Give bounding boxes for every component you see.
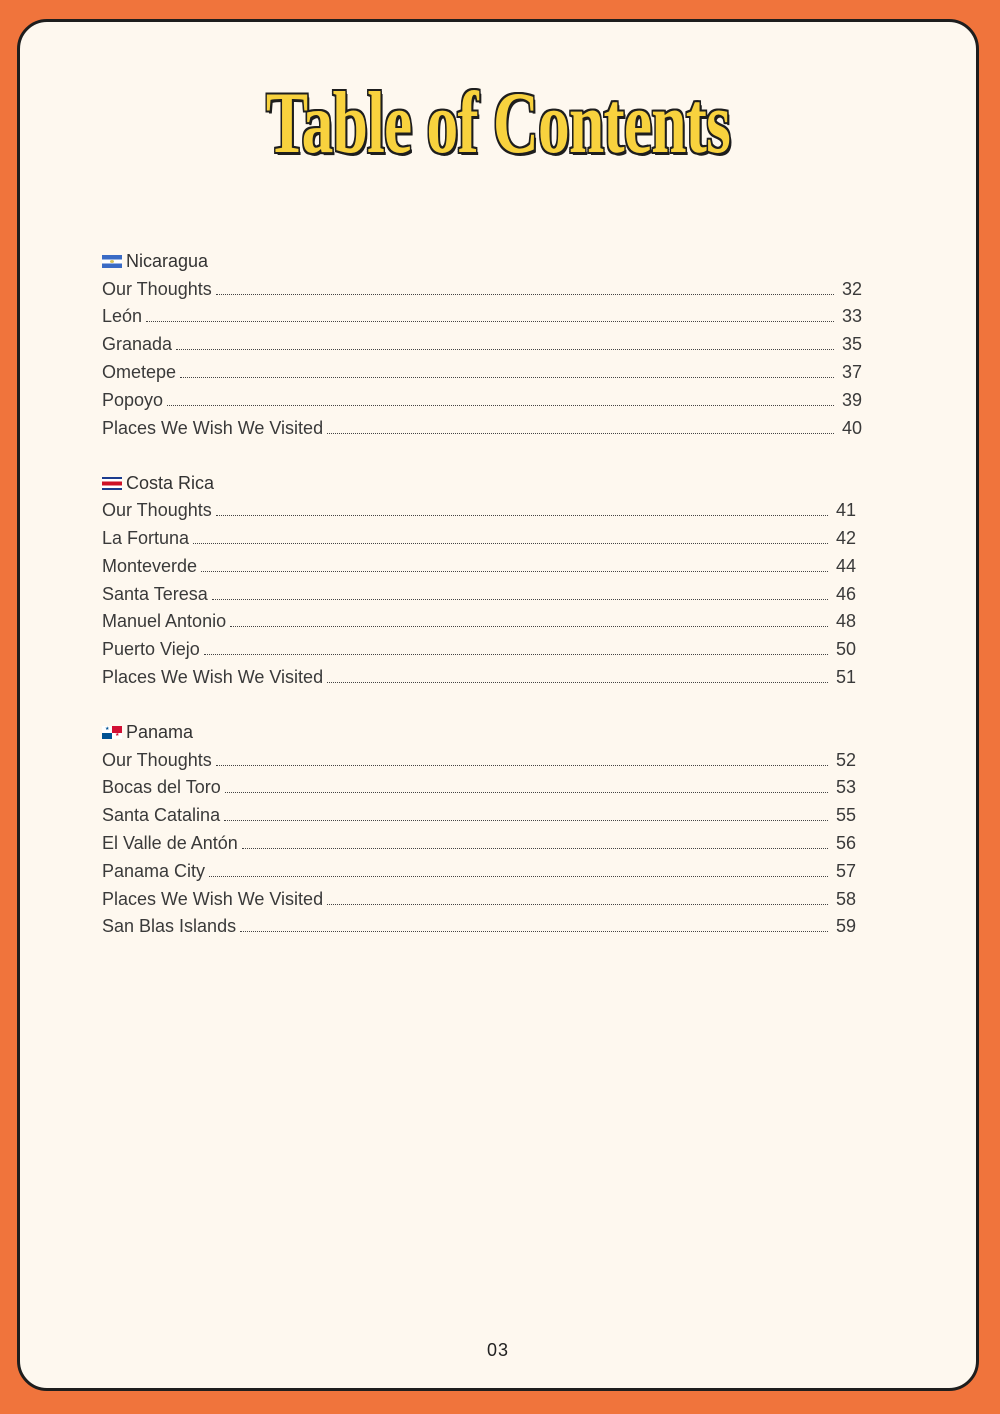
- entry-label: La Fortuna: [102, 527, 190, 548]
- dot-leader: [216, 294, 834, 295]
- entry-label: Monteverde: [102, 555, 198, 576]
- country-name: Panama: [126, 722, 194, 743]
- entry-page-number: 44: [835, 555, 856, 576]
- toc-entry[interactable]: [102, 553, 856, 581]
- dot-leader: [225, 792, 828, 793]
- dot-leader: [146, 321, 834, 322]
- entry-label: Puerto Viejo: [102, 639, 200, 660]
- page-card: [17, 19, 979, 1391]
- toc-entry[interactable]: [102, 331, 862, 359]
- dot-leader: [167, 405, 834, 406]
- entry-page-number: 56: [835, 832, 856, 853]
- entry-label: Popoyo: [102, 389, 164, 410]
- section-heading: [102, 248, 862, 276]
- entry-page-number: 51: [835, 666, 856, 687]
- toc-entry[interactable]: [102, 802, 856, 830]
- entry-label: Granada: [102, 334, 173, 355]
- country-name: Costa Rica: [126, 472, 215, 493]
- toc-entry[interactable]: [102, 304, 862, 332]
- section-heading: [102, 719, 856, 747]
- entry-label: Santa Catalina: [102, 805, 221, 826]
- entry-page-number: 37: [841, 361, 862, 382]
- entry-page-number: 48: [835, 611, 856, 632]
- entry-page-number: 52: [835, 749, 856, 770]
- entry-label: Our Thoughts: [102, 749, 212, 770]
- entry-page-number: 50: [835, 639, 856, 660]
- entry-label: El Valle de Antón: [102, 832, 238, 853]
- entry-page-number: 57: [835, 860, 856, 881]
- page-title: Table of Contents: [265, 75, 731, 172]
- entry-page-number: 46: [835, 583, 856, 604]
- toc-entry[interactable]: [102, 359, 862, 387]
- entry-page-number: 32: [841, 278, 862, 299]
- panama-flag-icon: ★ ★: [102, 726, 122, 739]
- table-of-contents: [102, 248, 862, 968]
- toc-entry[interactable]: [102, 276, 862, 304]
- entry-page-number: 40: [841, 417, 862, 438]
- toc-section-nicaragua: [102, 248, 862, 443]
- costa-rica-flag-icon: [102, 477, 122, 490]
- entry-label: Panama City: [102, 860, 206, 881]
- dot-leader: [216, 515, 828, 516]
- entry-page-number: 35: [841, 334, 862, 355]
- dot-leader: [240, 931, 828, 932]
- toc-entry[interactable]: [102, 636, 856, 664]
- toc-entry[interactable]: [102, 525, 856, 553]
- toc-entry[interactable]: [102, 830, 856, 858]
- toc-entry[interactable]: [102, 415, 862, 443]
- entry-page-number: 42: [835, 527, 856, 548]
- entry-page-number: 58: [835, 888, 856, 909]
- dot-leader: [176, 349, 834, 350]
- dot-leader: [327, 433, 834, 434]
- country-name: Nicaragua: [126, 251, 209, 272]
- toc-entry[interactable]: [102, 387, 862, 415]
- entry-label: Ometepe: [102, 361, 177, 382]
- entry-label: Bocas del Toro: [102, 777, 221, 798]
- entry-page-number: 55: [835, 805, 856, 826]
- toc-entry[interactable]: [102, 914, 856, 942]
- dot-leader: [204, 654, 828, 655]
- toc-entry[interactable]: [102, 886, 856, 914]
- section-heading: [102, 470, 856, 498]
- entry-page-number: 39: [841, 389, 862, 410]
- toc-section-panama: [102, 719, 856, 941]
- entry-label: Our Thoughts: [102, 278, 212, 299]
- entry-page-number: 59: [835, 916, 856, 937]
- dot-leader: [327, 682, 828, 683]
- dot-leader: [193, 543, 828, 544]
- toc-entry[interactable]: [102, 609, 856, 637]
- entry-label: León: [102, 306, 143, 327]
- toc-entry[interactable]: [102, 581, 856, 609]
- entry-label: Places We Wish We Visited: [102, 417, 324, 438]
- dot-leader: [224, 820, 828, 821]
- entry-page-number: 33: [841, 306, 862, 327]
- page-number: 03: [486, 1340, 510, 1360]
- toc-entry[interactable]: [102, 775, 856, 803]
- entry-page-number: 53: [835, 777, 856, 798]
- dot-leader: [242, 848, 828, 849]
- toc-entry[interactable]: [102, 747, 856, 775]
- dot-leader: [212, 599, 828, 600]
- entry-label: Places We Wish We Visited: [102, 666, 324, 687]
- dot-leader: [180, 377, 834, 378]
- entry-label: Our Thoughts: [102, 500, 212, 521]
- dot-leader: [209, 876, 828, 877]
- entry-label: San Blas Islands: [102, 916, 237, 937]
- dot-leader: [201, 571, 828, 572]
- entry-label: Manuel Antonio: [102, 611, 227, 632]
- toc-entry[interactable]: [102, 664, 856, 692]
- toc-entry[interactable]: [102, 858, 856, 886]
- nicaragua-flag-icon: [102, 255, 122, 268]
- toc-section-costa-rica: [102, 470, 856, 692]
- dot-leader: [216, 765, 828, 766]
- toc-entry[interactable]: [102, 497, 856, 525]
- dot-leader: [230, 626, 828, 627]
- entry-label: Places We Wish We Visited: [102, 888, 324, 909]
- dot-leader: [327, 904, 828, 905]
- entry-page-number: 41: [835, 500, 856, 521]
- entry-label: Santa Teresa: [102, 583, 208, 604]
